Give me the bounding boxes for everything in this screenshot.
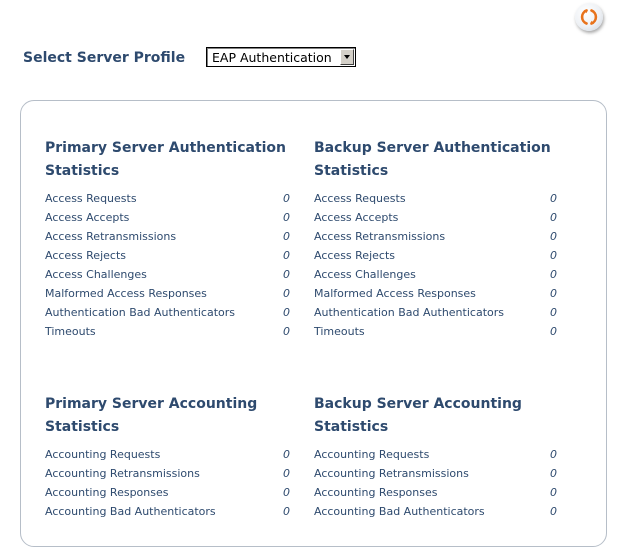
stat-value: 0 bbox=[283, 287, 290, 300]
stat-value: 0 bbox=[283, 467, 290, 480]
stat-label: Access Rejects bbox=[314, 249, 395, 262]
stat-row bbox=[45, 483, 290, 502]
stat-label: Access Rejects bbox=[45, 249, 126, 262]
stat-row bbox=[314, 483, 557, 502]
stat-value: 0 bbox=[550, 211, 557, 224]
stat-label: Accounting Retransmissions bbox=[314, 467, 469, 480]
stat-label: Accounting Bad Authenticators bbox=[314, 505, 485, 518]
stat-row bbox=[314, 284, 557, 303]
stat-row bbox=[314, 208, 557, 227]
stat-value: 0 bbox=[550, 486, 557, 499]
stat-value: 0 bbox=[283, 268, 290, 281]
stat-row bbox=[45, 284, 290, 303]
stat-value: 0 bbox=[550, 325, 557, 338]
backup-auth-title: Backup Server Authentication Statistics bbox=[314, 140, 551, 179]
stat-value: 0 bbox=[550, 467, 557, 480]
stat-row bbox=[314, 227, 557, 246]
stat-label: Access Requests bbox=[45, 192, 137, 205]
stat-label: Timeouts bbox=[45, 325, 96, 338]
stat-label: Authentication Bad Authenticators bbox=[314, 306, 504, 319]
stat-label: Access Accepts bbox=[45, 211, 130, 224]
stat-row bbox=[45, 246, 290, 265]
stat-label: Access Challenges bbox=[45, 268, 147, 281]
stat-label: Authentication Bad Authenticators bbox=[45, 306, 235, 319]
stat-value: 0 bbox=[550, 505, 557, 518]
stat-label: Accounting Requests bbox=[45, 448, 161, 461]
stat-row bbox=[45, 265, 290, 284]
server-profile-select[interactable] bbox=[206, 47, 356, 67]
backup-auth-section bbox=[314, 137, 557, 341]
stat-value: 0 bbox=[283, 306, 290, 319]
primary-acct-title: Primary Server Accounting Statistics bbox=[45, 396, 258, 435]
stat-label: Malformed Access Responses bbox=[45, 287, 207, 300]
stat-value: 0 bbox=[283, 211, 290, 224]
stat-row bbox=[45, 464, 290, 483]
stat-label: Accounting Responses bbox=[314, 486, 438, 499]
stat-row bbox=[45, 189, 290, 208]
backup-acct-section bbox=[314, 393, 557, 521]
stat-value: 0 bbox=[550, 192, 557, 205]
stat-value: 0 bbox=[550, 448, 557, 461]
refresh-icon bbox=[579, 7, 599, 27]
stat-label: Malformed Access Responses bbox=[314, 287, 476, 300]
stat-label: Access Requests bbox=[314, 192, 406, 205]
backup-acct-title: Backup Server Accounting Statistics bbox=[314, 396, 522, 435]
primary-auth-section bbox=[45, 137, 290, 341]
stat-row bbox=[314, 445, 557, 464]
stat-value: 0 bbox=[283, 192, 290, 205]
stat-value: 0 bbox=[550, 230, 557, 243]
stat-label: Accounting Retransmissions bbox=[45, 467, 200, 480]
server-profile-label: Select Server Profile bbox=[23, 50, 186, 66]
stat-label: Accounting Responses bbox=[45, 486, 169, 499]
stat-row bbox=[314, 322, 557, 341]
stat-value: 0 bbox=[283, 448, 290, 461]
stat-label: Access Challenges bbox=[314, 268, 416, 281]
stat-row bbox=[314, 464, 557, 483]
stat-row bbox=[314, 189, 557, 208]
stat-label: Accounting Requests bbox=[314, 448, 430, 461]
refresh-button[interactable] bbox=[575, 3, 603, 31]
stat-row bbox=[314, 303, 557, 322]
stat-row bbox=[45, 322, 290, 341]
primary-auth-title: Primary Server Authentication Statistics bbox=[45, 140, 287, 179]
stat-label: Access Retransmissions bbox=[314, 230, 446, 243]
stat-label: Accounting Bad Authenticators bbox=[45, 505, 216, 518]
stat-row bbox=[45, 208, 290, 227]
stat-value: 0 bbox=[550, 249, 557, 262]
chevron-down-icon[interactable] bbox=[340, 49, 354, 65]
stat-row bbox=[45, 303, 290, 322]
stat-value: 0 bbox=[283, 249, 290, 262]
stat-value: 0 bbox=[550, 268, 557, 281]
primary-acct-section bbox=[45, 393, 290, 521]
stat-value: 0 bbox=[550, 306, 557, 319]
stat-row bbox=[45, 227, 290, 246]
statistics-panel bbox=[20, 100, 607, 547]
stat-row bbox=[45, 502, 290, 521]
stat-value: 0 bbox=[283, 230, 290, 243]
stat-row bbox=[314, 265, 557, 284]
stat-value: 0 bbox=[283, 325, 290, 338]
stat-value: 0 bbox=[550, 287, 557, 300]
stat-row bbox=[45, 445, 290, 464]
stat-label: Access Retransmissions bbox=[45, 230, 177, 243]
stat-row bbox=[314, 246, 557, 265]
stat-row bbox=[314, 502, 557, 521]
stat-label: Timeouts bbox=[314, 325, 365, 338]
stat-value: 0 bbox=[283, 486, 290, 499]
server-profile-selected-value: EAP Authentication bbox=[212, 50, 332, 65]
stat-value: 0 bbox=[283, 505, 290, 518]
stat-label: Access Accepts bbox=[314, 211, 399, 224]
